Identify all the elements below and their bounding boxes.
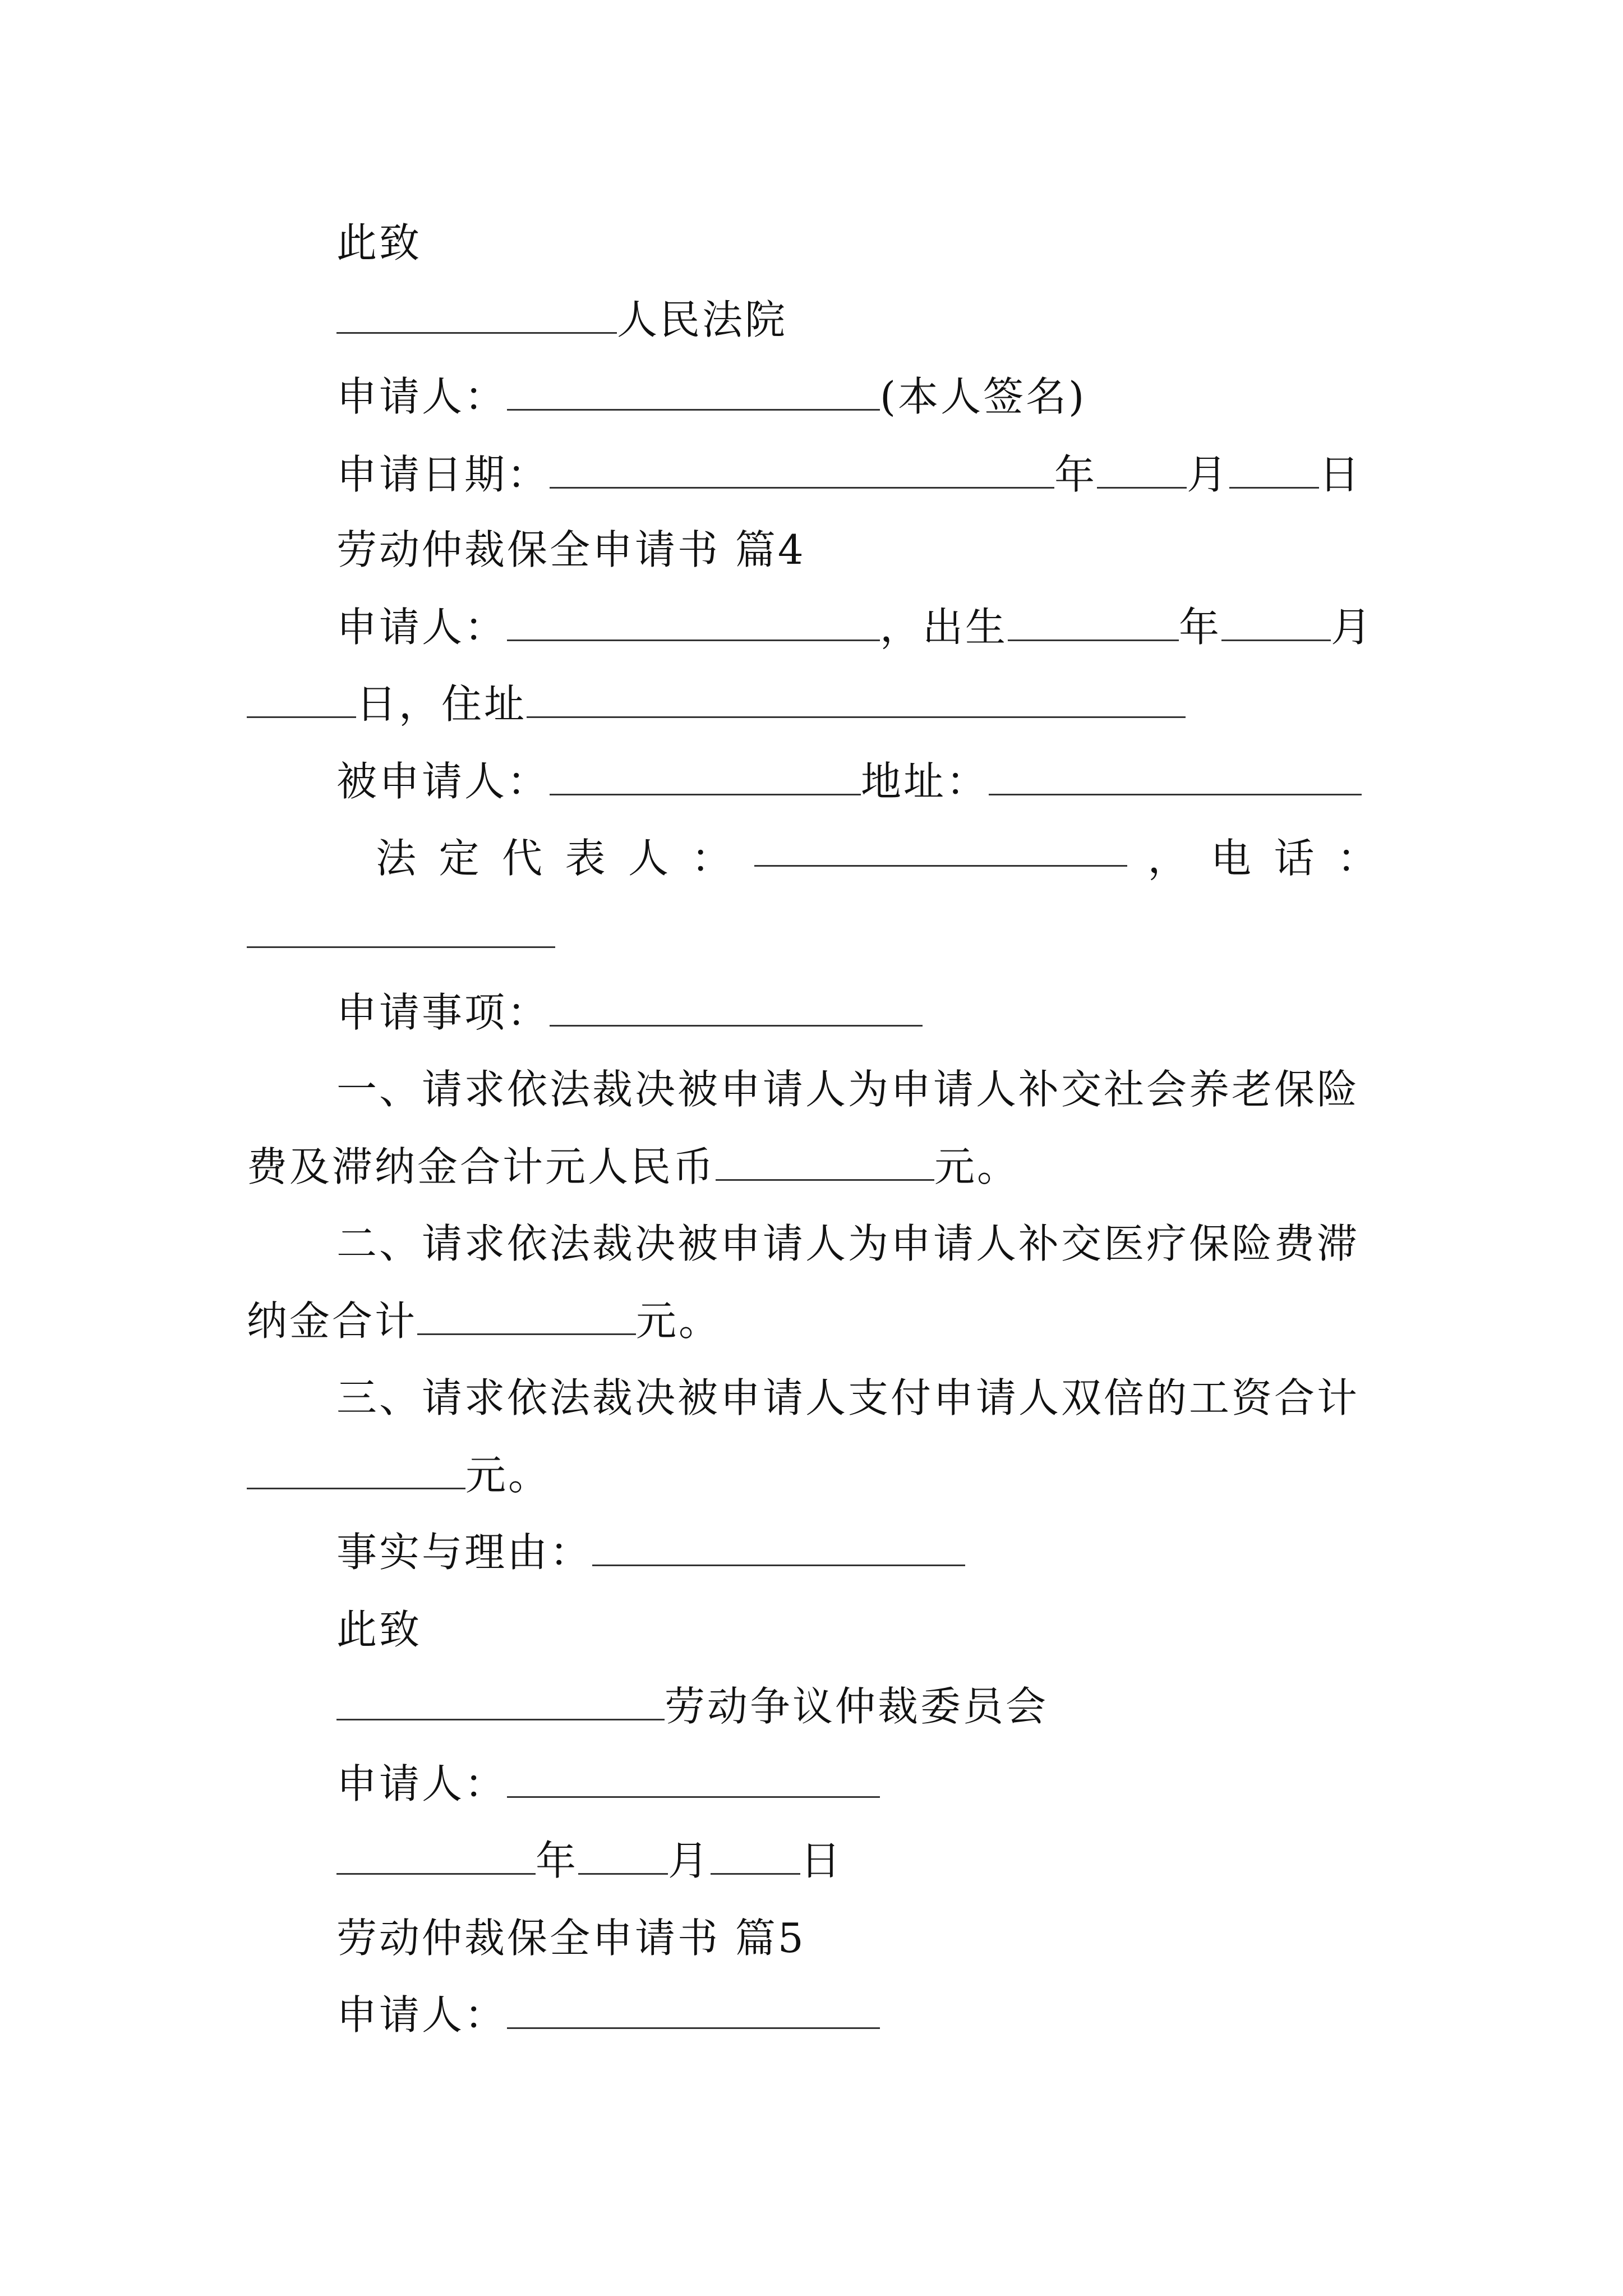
item2-line2: [247, 1293, 721, 1349]
month-label: 月: [1187, 451, 1230, 498]
legal-rep-char: 代: [502, 835, 545, 882]
item2-text: 二、请求依法裁决被申请人为申请人补交医疗保险费滞: [336, 1220, 1360, 1267]
applicant-sign-line: [336, 369, 1086, 425]
respondent-line: [336, 753, 1362, 809]
section-title: 劳动仲裁保全申请书 篇4: [336, 526, 806, 573]
salute-label: 此致: [336, 1606, 422, 1653]
item3-line2: [247, 1447, 551, 1503]
day-address-label: 日，住址: [356, 680, 527, 728]
item1-text: 一、请求依法裁决被申请人为申请人补交社会养老保险: [336, 1066, 1360, 1113]
items-blank[interactable]: [550, 990, 923, 1027]
birth-day-blank[interactable]: [247, 682, 356, 718]
applicant-name-blank[interactable]: [507, 605, 880, 641]
committee-line: [336, 1678, 1048, 1734]
sign-month-blank[interactable]: [578, 1838, 668, 1875]
applicant-sign-line-2: [336, 1756, 880, 1812]
day-label: 日: [1319, 451, 1362, 498]
item1-amount-blank[interactable]: [716, 1144, 934, 1181]
facts-label: 事实与理由：: [336, 1529, 593, 1576]
applicant-signature-blank[interactable]: [507, 1761, 880, 1798]
salute-label: 此致: [336, 219, 422, 266]
application-date-line: [336, 447, 1362, 503]
applicant-signature-blank[interactable]: [507, 374, 880, 411]
respondent-address-blank[interactable]: [989, 759, 1362, 795]
legal-rep-char: ，: [1147, 835, 1191, 882]
applicant-label: 申请人：: [336, 1991, 508, 2039]
applicant-label: 申请人：: [336, 373, 508, 420]
yuan-label: 元。: [934, 1143, 1020, 1190]
item3-amount-blank[interactable]: [247, 1453, 465, 1489]
item1-text-cont: 费及滞纳金合计元人民币: [247, 1143, 716, 1190]
sign-date-line: [336, 1833, 843, 1889]
yuan-label: 元。: [465, 1452, 551, 1499]
month-blank[interactable]: [1097, 452, 1187, 489]
section-title-5: [336, 1910, 806, 1966]
item2-text-cont: 纳金合计: [247, 1297, 418, 1345]
legal-rep-char: ：: [1336, 835, 1380, 882]
legal-rep-char: 话: [1274, 835, 1317, 882]
year-label: 年: [1054, 451, 1098, 498]
phone-blank-line: [247, 906, 555, 962]
item3-line1: [336, 1370, 1359, 1426]
court-name-blank[interactable]: [336, 297, 617, 334]
items-line: [336, 984, 923, 1041]
legal-rep-char: 人: [628, 835, 671, 882]
item1-line1: [336, 1061, 1359, 1117]
legal-rep-char: 表: [565, 835, 608, 882]
respondent-address-label: 地址：: [861, 758, 989, 805]
year-label: 年: [1179, 604, 1222, 651]
sign-note: (本人签名): [880, 373, 1087, 420]
sign-year-blank[interactable]: [336, 1838, 536, 1875]
court-line: [336, 292, 787, 348]
date-blank[interactable]: [550, 452, 1054, 489]
applicant-birth-line: [336, 599, 1373, 655]
birth-year-blank[interactable]: [1008, 605, 1179, 641]
date-label: 申请日期：: [336, 451, 550, 498]
salute-text: [336, 215, 422, 271]
section-title-4: [336, 522, 806, 578]
committee-name-blank[interactable]: [336, 1684, 665, 1720]
applicant-label: 申请人：: [336, 604, 508, 651]
applicant-label: 申请人：: [336, 1760, 508, 1807]
year-label: 年: [536, 1837, 579, 1884]
respondent-name-blank[interactable]: [550, 759, 861, 795]
legal-rep-char: 电: [1210, 835, 1253, 882]
sign-day-blank[interactable]: [711, 1838, 800, 1875]
day-blank[interactable]: [1229, 452, 1319, 489]
item2-amount-blank[interactable]: [417, 1299, 636, 1335]
month-label: 月: [1331, 604, 1374, 651]
legal-rep-char: 定: [439, 835, 482, 882]
legal-rep-blank[interactable]: [754, 830, 1127, 867]
applicant-line-5: [336, 1987, 880, 2043]
salute-text-2: [336, 1602, 422, 1658]
legal-rep-char: 法: [376, 835, 419, 882]
applicant-name-blank[interactable]: [507, 1993, 880, 2029]
respondent-label: 被申请人：: [336, 758, 550, 805]
birth-label: ，出生: [880, 604, 1008, 651]
facts-blank[interactable]: [592, 1530, 965, 1566]
items-label: 申请事项：: [336, 989, 550, 1036]
yuan-label: 元。: [636, 1297, 722, 1345]
birth-day-address-line: [247, 676, 1186, 732]
address-blank[interactable]: [527, 682, 1186, 718]
birth-month-blank[interactable]: [1221, 605, 1331, 641]
section-title: 劳动仲裁保全申请书 篇5: [336, 1915, 806, 1962]
committee-suffix: 劳动争议仲裁委员会: [665, 1683, 1049, 1730]
legal-rep-char: ：: [691, 835, 734, 882]
phone-blank[interactable]: [247, 912, 555, 948]
month-label: 月: [668, 1837, 711, 1884]
facts-line: [336, 1524, 965, 1580]
legal-rep-line: [376, 830, 1380, 886]
item2-line1: [336, 1216, 1359, 1272]
day-label: 日: [800, 1837, 843, 1884]
item1-line2: [247, 1139, 1020, 1195]
item3-text: 三、请求依法裁决被申请人支付申请人双倍的工资合计: [336, 1374, 1360, 1421]
court-suffix: 人民法院: [617, 296, 788, 343]
